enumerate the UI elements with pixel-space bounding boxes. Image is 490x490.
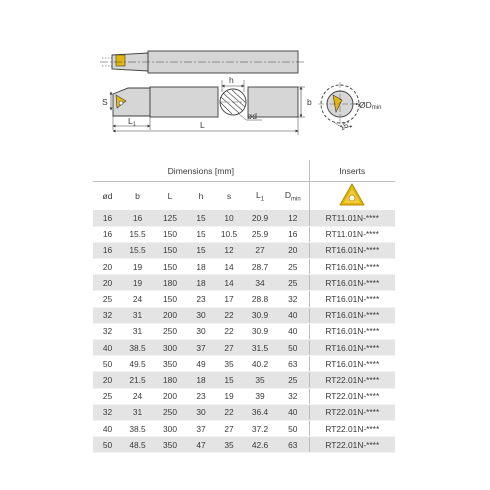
dimension-cell: 16 — [93, 210, 122, 226]
dimension-cell: 34 — [243, 275, 277, 291]
dimension-cell: 25.9 — [243, 226, 277, 242]
dimension-cell: 350 — [153, 437, 187, 453]
dimension-cell: 18 — [187, 259, 215, 275]
table-row — [93, 259, 395, 275]
dimension-cell: 35 — [215, 356, 243, 372]
dimension-cell: 17 — [215, 291, 243, 307]
column-header-label: ød — [102, 191, 113, 201]
dimension-cell: 48.5 — [122, 437, 153, 453]
column-header-label: h — [198, 191, 204, 201]
top-view — [100, 51, 305, 73]
dimension-cell: 200 — [153, 388, 187, 404]
dimension-cell: 16 — [277, 226, 309, 242]
column-header — [277, 182, 309, 211]
dimension-cell: 35 — [215, 437, 243, 453]
dimension-cell: 38.5 — [122, 420, 153, 436]
dimension-cell: 200 — [153, 307, 187, 323]
dimension-cell: 19 — [122, 275, 153, 291]
dimension-cell: 20 — [93, 259, 122, 275]
dimension-cell: 14 — [215, 259, 243, 275]
dimension-cell: 22 — [215, 323, 243, 339]
dimension-cell: 47 — [187, 437, 215, 453]
dimension-cell: 12 — [277, 210, 309, 226]
tool-holder-drawing — [0, 0, 490, 158]
insert-code-cell: RT16.01N-**** — [309, 291, 395, 307]
label-dmin — [359, 100, 381, 111]
dimension-cell: 31 — [122, 307, 153, 323]
label-od: ød — [247, 111, 257, 121]
dimension-cell: 16 — [93, 242, 122, 258]
dimension-cell: 350 — [153, 356, 187, 372]
dimension-cell: 27 — [215, 420, 243, 436]
dimension-cell: 30.9 — [243, 307, 277, 323]
dimension-cell: 50 — [93, 356, 122, 372]
dimension-cell: 20 — [93, 372, 122, 388]
dimension-cell: 31.5 — [243, 340, 277, 356]
table-row — [93, 291, 395, 307]
insert-code-cell: RT22.01N-**** — [309, 404, 395, 420]
dimension-cell: 36.4 — [243, 404, 277, 420]
dimensions-table — [93, 160, 395, 453]
insert-code-cell: RT22.01N-**** — [309, 420, 395, 436]
dimension-cell: 28.8 — [243, 291, 277, 307]
dimension-cell: 32 — [93, 307, 122, 323]
insert-image-cell — [309, 182, 395, 211]
label-dmin-sub: min — [371, 105, 382, 111]
dimension-cell: 150 — [153, 291, 187, 307]
label-l1-main: L — [128, 116, 133, 126]
dimension-cell: 32 — [93, 404, 122, 420]
table-body — [93, 210, 395, 453]
table-row — [93, 210, 395, 226]
dimension-cell: 39 — [243, 388, 277, 404]
dimension-cell: 250 — [153, 323, 187, 339]
column-header — [215, 182, 243, 211]
dimension-cell: 20 — [93, 275, 122, 291]
dimension-cell: 32 — [277, 388, 309, 404]
column-header — [187, 182, 215, 211]
dimension-cell: 40.2 — [243, 356, 277, 372]
dimension-cell: 300 — [153, 340, 187, 356]
dimension-cell: 15 — [187, 226, 215, 242]
table-row — [93, 388, 395, 404]
dimension-cell: 18 — [187, 372, 215, 388]
label-l: L — [200, 120, 205, 130]
dimension-cell: 23 — [187, 291, 215, 307]
insert-code-cell: RT16.01N-**** — [309, 242, 395, 258]
dimension-cell: 10.5 — [215, 226, 243, 242]
table-row — [93, 404, 395, 420]
dimension-cell: 10 — [215, 210, 243, 226]
dimension-cell: 150 — [153, 259, 187, 275]
dimension-cell: 32 — [277, 291, 309, 307]
label-dmin-main: ØD — [359, 100, 372, 110]
dimension-cell: 22 — [215, 404, 243, 420]
table-row — [93, 356, 395, 372]
dimension-cell: 30 — [187, 323, 215, 339]
inserts-header: Inserts — [309, 160, 395, 182]
dimension-cell: 40 — [277, 323, 309, 339]
table-row — [93, 372, 395, 388]
dimension-cell: 49 — [187, 356, 215, 372]
dimension-cell: 30 — [187, 307, 215, 323]
table-row — [93, 323, 395, 339]
insert-code-cell: RT22.01N-**** — [309, 388, 395, 404]
insert-code-cell: RT11.01N-**** — [309, 226, 395, 242]
dimension-cell: 180 — [153, 275, 187, 291]
insert-icon — [338, 182, 366, 208]
insert-code-cell: RT16.01N-**** — [309, 356, 395, 372]
dimension-cell: 24 — [122, 388, 153, 404]
insert-code-cell: RT16.01N-**** — [309, 323, 395, 339]
dimensions-header: Dimensions [mm] — [93, 160, 309, 182]
table-row — [93, 226, 395, 242]
dimension-cell: 30 — [187, 404, 215, 420]
dimension-cell: 40 — [93, 420, 122, 436]
table-row — [93, 437, 395, 453]
dimension-cell: 37.2 — [243, 420, 277, 436]
dimension-cell: 15 — [187, 242, 215, 258]
insert-code-cell: RT22.01N-**** — [309, 437, 395, 453]
column-header-label: D — [284, 189, 292, 200]
dimension-cell: 32 — [93, 323, 122, 339]
insert-code-cell: RT16.01N-**** — [309, 307, 395, 323]
insert-code-cell: RT16.01N-**** — [309, 259, 395, 275]
dimension-cell: 125 — [153, 210, 187, 226]
column-header — [93, 182, 122, 211]
column-header — [122, 182, 153, 211]
dimension-cell: 19 — [122, 259, 153, 275]
column-header-label: L — [167, 191, 173, 201]
dimension-cell: 49.5 — [122, 356, 153, 372]
dimension-cell: 15 — [187, 210, 215, 226]
dimension-cell: 250 — [153, 404, 187, 420]
dimension-cell: 63 — [277, 437, 309, 453]
dimension-cell: 16 — [122, 210, 153, 226]
header-row-columns — [93, 182, 395, 211]
column-header — [243, 182, 277, 211]
insert-code-cell: RT11.01N-**** — [309, 210, 395, 226]
column-header-subscript: 1 — [260, 196, 265, 203]
side-view — [111, 80, 305, 135]
column-header-label: L — [255, 189, 261, 200]
table-row — [93, 420, 395, 436]
dimension-cell: 15.5 — [122, 226, 153, 242]
label-s: S — [102, 97, 108, 107]
dimension-cell: 21.5 — [122, 372, 153, 388]
dimension-cell: 25 — [277, 275, 309, 291]
insert-code-cell: RT16.01N-**** — [309, 275, 395, 291]
label-l1-sub: 1 — [132, 122, 137, 128]
column-header-label: s — [226, 191, 232, 201]
insert-code-cell: RT16.01N-**** — [309, 340, 395, 356]
dimension-cell: 40 — [277, 404, 309, 420]
dimension-cell: 150 — [153, 226, 187, 242]
dimension-cell: 18 — [187, 275, 215, 291]
column-header-subscript: min — [291, 196, 301, 203]
end-view — [318, 82, 362, 127]
dimension-cell: 25 — [93, 388, 122, 404]
dimension-cell: 38.5 — [122, 340, 153, 356]
table-row — [93, 340, 395, 356]
dimension-cell: 15 — [215, 372, 243, 388]
dimension-cell: 300 — [153, 420, 187, 436]
dimension-cell: 150 — [153, 242, 187, 258]
dimension-cell: 27 — [243, 242, 277, 258]
dimension-cell: 31 — [122, 404, 153, 420]
dimension-cell: 40 — [277, 307, 309, 323]
table-row — [93, 275, 395, 291]
insert-code-cell: RT22.01N-**** — [309, 372, 395, 388]
table-row — [93, 242, 395, 258]
label-angle: 15° — [338, 118, 353, 133]
label-h: h — [229, 75, 234, 85]
dimension-cell: 16 — [93, 226, 122, 242]
dimension-cell: 14 — [215, 275, 243, 291]
dimension-cell: 50 — [277, 340, 309, 356]
dimension-cell: 22 — [215, 307, 243, 323]
column-header — [153, 182, 187, 211]
dimension-cell: 19 — [215, 388, 243, 404]
column-header-label: b — [135, 191, 140, 201]
dimension-cell: 15.5 — [122, 242, 153, 258]
dimension-cell: 180 — [153, 372, 187, 388]
dimension-cell: 25 — [93, 291, 122, 307]
dimension-cell: 27 — [215, 340, 243, 356]
dimension-cell: 50 — [277, 420, 309, 436]
dimension-cell: 25 — [277, 372, 309, 388]
dimension-cell: 25 — [277, 259, 309, 275]
dimension-cell: 28.7 — [243, 259, 277, 275]
dimension-cell: 63 — [277, 356, 309, 372]
dimension-cell: 20 — [277, 242, 309, 258]
dimension-cell: 20.9 — [243, 210, 277, 226]
dimension-cell: 31 — [122, 323, 153, 339]
label-b: b — [307, 97, 312, 107]
dimension-cell: 42.6 — [243, 437, 277, 453]
dimension-cell: 23 — [187, 388, 215, 404]
dimension-cell: 37 — [187, 340, 215, 356]
dimension-cell: 12 — [215, 242, 243, 258]
table-row — [93, 307, 395, 323]
dimension-cell: 50 — [93, 437, 122, 453]
dimension-cell: 40 — [93, 340, 122, 356]
dimension-cell: 30.9 — [243, 323, 277, 339]
dimension-cell: 35 — [243, 372, 277, 388]
dimension-cell: 24 — [122, 291, 153, 307]
dimension-cell: 37 — [187, 420, 215, 436]
header-row-group — [93, 160, 395, 182]
